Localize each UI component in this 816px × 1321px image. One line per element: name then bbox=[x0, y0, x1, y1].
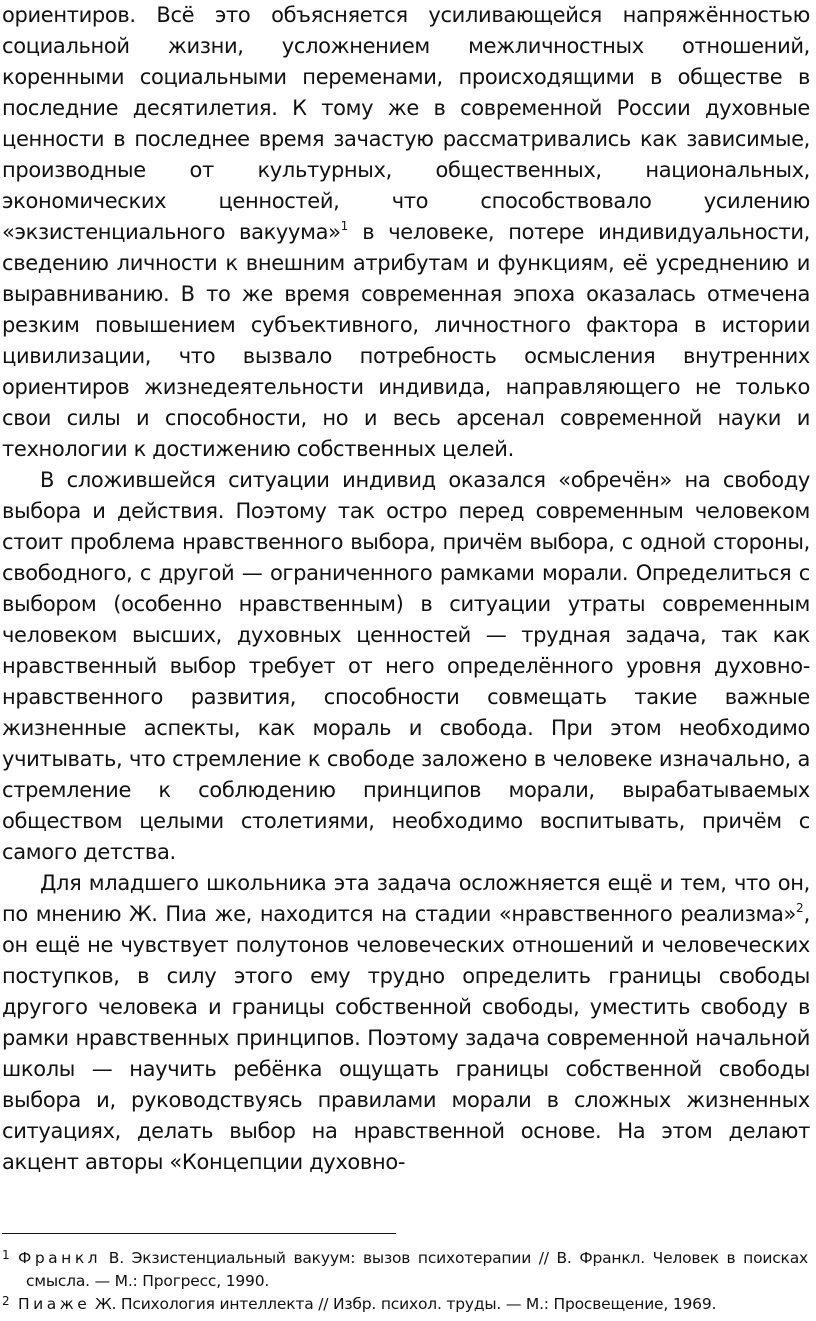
paragraph-2: В сложившейся ситуации индивид оказался «обречён» на свободу выбора и действия. Поэтому так остро перед современным человеком стоит проблема нравственного выбора, причём выбора, с одной стороны, свободного, с другой — ограниченного рамками морали. Определиться с выбором (особенно нравственным) в ситуации утраты современным человеком высших, духовных ценностей — трудная задача, так как нравственный выбор требует от него определённого уровня духовно-нравственного развития, способности совмещать такие важные жизненные аспекты, как мораль и свобода. При этом необходимо учитывать, что стремление к свободе заложено в человеке изначально, а стремление к соблюдению принципов морали, вырабатываемых обществом целыми столетиями, необходимо воспитывать, причём с самого детства. bbox=[2, 468, 810, 864]
paragraph-3 bbox=[2, 868, 810, 1178]
main-text bbox=[2, 0, 810, 1178]
footnote-ref-1[interactable]: 1 bbox=[340, 219, 349, 233]
paragraph-1-text-end: в человеке, потере индивидуальности, сведению личности к внешним атрибутам и функциям, её усреднению и выравниванию. В то же время современная эпоха оказалась отмечена резким повышением субъективного, личностного фактора в истории цивилизации, что вызвало потребность осмысления внутренних ориентиров жизнедеятельности индивида, направляющего не только свои силы и способности, но и весь арсенал современной науки и технологии к достижению собственных целей. bbox=[2, 220, 810, 461]
footnote-1: 1 Франкл В. Экзистенциальный вакуум: вызов психотерапии // В. Франкл. Человек в поисках смысла. — М.: Прогресс, 1990. bbox=[2, 1248, 808, 1290]
paragraph-1 bbox=[2, 0, 810, 465]
footnotes bbox=[2, 1247, 808, 1316]
footnote-text: В. Экзистенциальный вакуум: вызов психотерапии // В. Франкл. Человек в поисках смысла. — М.: Прогресс, 1990. bbox=[26, 1249, 808, 1290]
footnote-2: 2 Пиаже Ж. Психология интеллекта // Избр. психол. труды. — М.: Просвещение, 1969. bbox=[2, 1294, 717, 1313]
footnote-author: Франкл bbox=[18, 1249, 102, 1267]
paragraph-3-text-end: , он ещё не чувствует полутонов человеческих отношений и человеческих поступков, в силу этого ему трудно определить границы свободы другого человека и границы собственной свободы, уместить свободу в рамки нравственных принципов. Поэтому задача современной начальной школы — научить ребёнка ощущать границы собственной свободы выбора и, руководствуясь правилами морали в сложных жизненных ситуациях, делать выбор на нравственной основе. На этом делают акцент авторы «Концепции духовно- bbox=[2, 902, 810, 1174]
paragraph-1-text-start: ориентиров. Всё это объясняется усиливающейся напряжённостью социальной жизни, усложнением межличностных отношений, коренными социальными переменами, происходящими в обществе в последние десятилетия. К тому же в современной России духовные ценности в последнее время зачастую рассматривались как зависимые, производные от культурных, общественных, национальных, экономических ценностей, что способствовало усилению «экзистенциального вакуума» bbox=[2, 3, 810, 244]
footnote-separator bbox=[2, 1233, 396, 1234]
paragraph-3-text-start: Для младшего школьника эта задача осложняется ещё и тем, что он, по мнению Ж. Пиа же, находится на стадии «нравственного реализма» bbox=[2, 871, 810, 926]
footnote-text: Ж. Психология интеллекта // Избр. психол. труды. — М.: Просвещение, 1969. bbox=[90, 1295, 717, 1313]
footnote-author: Пиаже bbox=[18, 1295, 91, 1313]
footnote-ref-2[interactable]: 2 bbox=[796, 901, 804, 915]
